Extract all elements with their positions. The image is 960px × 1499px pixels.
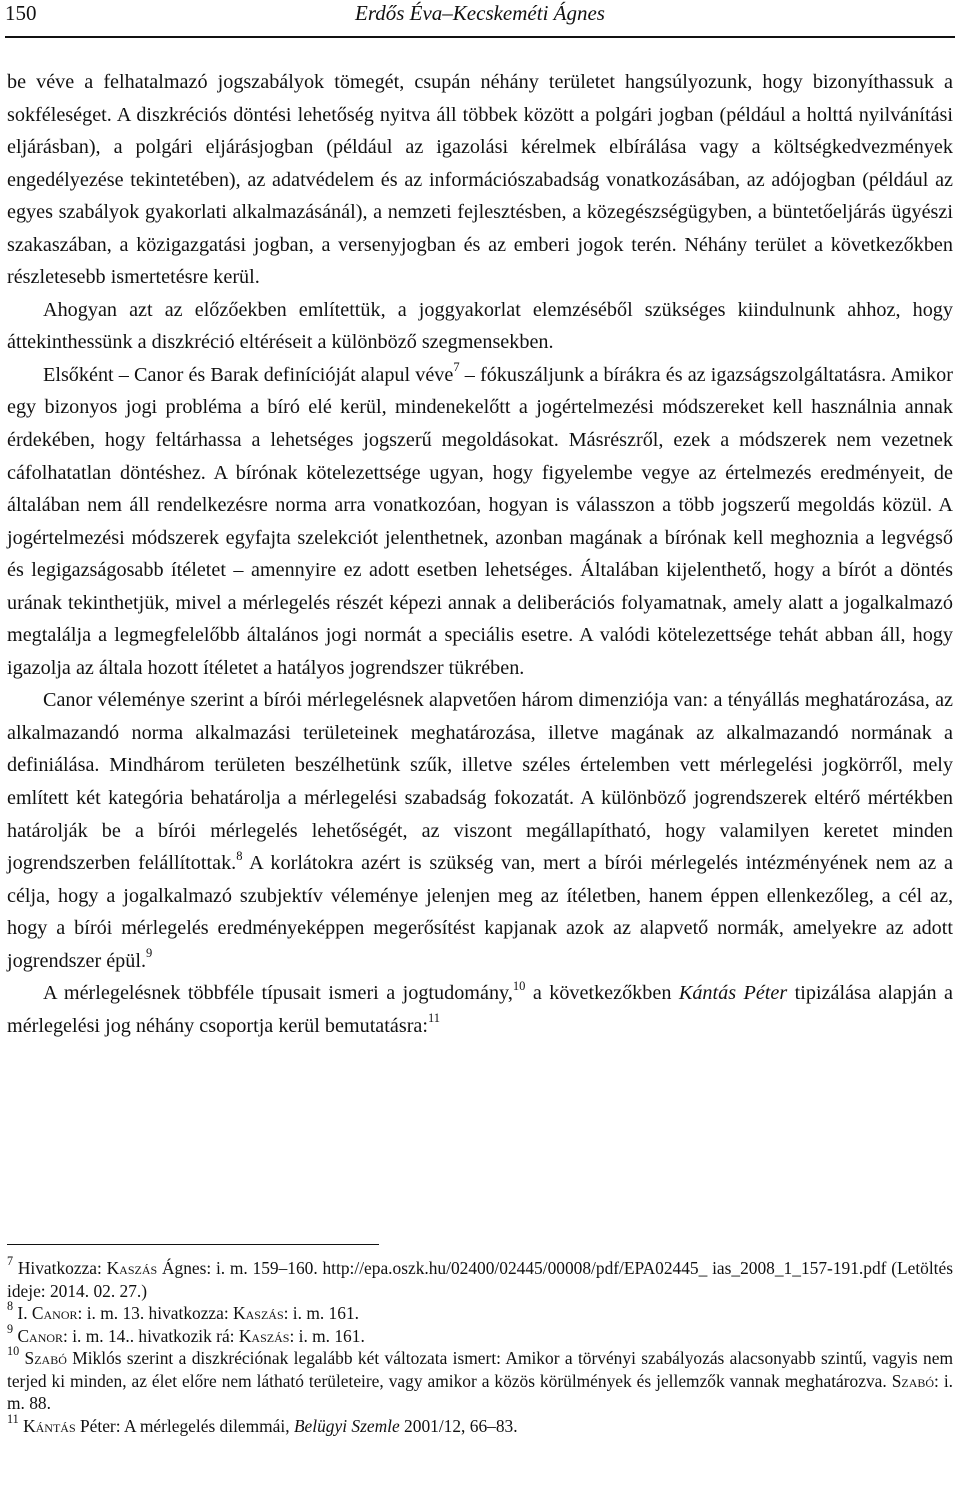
paragraph-text: be véve a felhatalmazó jogszabályok tömegét, csupán néhány területet hangsúlyozunk, hogy bizonyíthassuk a sokféleséget. A diszkréciós döntési lehetőség nyitva áll többek között a polgári jogban (például a holttá nyilvánítási eljárásban), a polgári eljárásjogban (például az igazolási kérelmek elbírálása vagy a költségkedvezmények engedélyezése tekintetében), az adatvédelem és az információszabadság vonatkozásában, az adójogban (például az egyes szabályok gyakorlati alkalmazásánál), a nemzeti fejlesztésben, a közegészségügyben, a büntetőeljárás ügyészi szakaszában, a közigazgatási jogban, a versenyjogban és az emberi jogok terén. Néhány terület a következőkben részletesebb ismertetésre kerül. <box>7 71 953 289</box>
paragraph-text: A korlátokra azért is szükség van, mert a bírói mérlegelés intézményének nem az a célja, hogy a jogalkalmazó szubjektív véleménye jelenjen meg az ítéletben, hanem éppen ellenkezőleg, a cél az, hogy a bírói mérlegelés eredményeképpen megerősítést kapjanak azok az alapvető normák, amelyekre az adott jogrendszer épül. <box>7 852 954 972</box>
footnote-8 <box>7 1299 953 1325</box>
footnote-number: 7 <box>7 1254 14 1269</box>
author-name: Kaszás <box>106 1258 158 1278</box>
footnote-text: I. <box>13 1303 32 1323</box>
paragraph-text: Canor véleménye szerint a bírói mérlegelésnek alapvetően három dimenziója van: a tényállás meghatározása, az alkalmazandó norma alkalmazási területeinek meghatározása, illetve magának az alkalmazandó normának a definiálása. Mindhárom területen beszélhetünk szűk, illetve széles értelemben vett mérlegelési jogkörről, mely említett két kategória behatárolja a mérlegelési szabadság fokozatát. A különböző jogrendszerek eltérő mértékben határolják be a bírói mérlegelés lehetőségét, az viszont megállapítható, hogy valamilyen keretet minden jogrendszerben felállítottak. <box>7 689 953 875</box>
footnote-11 <box>7 1411 953 1438</box>
footnote-9 <box>7 1321 953 1348</box>
author-name: Kaszás <box>238 1325 290 1346</box>
header-rule <box>5 36 955 38</box>
footnotes <box>7 1254 954 1437</box>
footnote-rule <box>7 1244 379 1245</box>
footnote-ref[interactable]: 8 <box>236 848 243 863</box>
paragraph-text: tipizálása alapján a mérlegelési jog néhány csoportja kerül bemutatásra: <box>7 982 953 1037</box>
footnote-text: 2001/12, 66–83. <box>399 1415 518 1436</box>
footnote-text: : i. m. 88. <box>7 1370 954 1413</box>
footnote-number: 10 <box>7 1344 20 1359</box>
page-number: 150 <box>5 1 37 25</box>
footnote-text: Miklós szerint a diszkréciónak legalább két változata ismert: Amikor a törvényi szabályozás alacsonyabb szintű, vagyis nem terjed ki minden, az élet előre nem látható területeire, vagy amikor a közös körülmények és jellemzők vannak meghatározva. <box>7 1348 953 1391</box>
paragraph <box>7 684 953 977</box>
footnote-number: 8 <box>7 1299 14 1314</box>
footnote-text: : i. m. 14.. hivatkozik rá: <box>63 1325 239 1346</box>
footnote-ref[interactable]: 10 <box>512 978 526 993</box>
footnote-number: 9 <box>7 1321 14 1336</box>
paragraph-text: a következőkben <box>525 982 679 1005</box>
author-name: Kaszás <box>233 1303 284 1323</box>
paragraph-text: Ahogyan azt az előzőekben említettük, a joggyakorlat elemzéséből szükséges kiindulnunk ahhoz, hogy áttekinthessünk a diszkréció eltéréseit a különböző szegmensekben. <box>7 298 953 354</box>
footnote-text: Ágnes: i. m. 159–160. http://epa.oszk.hu/02400/02445/00008/pdf/EPA02445_ ias_2008_1_157-191.pdf (Letöltés ideje: 2014. 02. 27.) <box>7 1258 954 1301</box>
author-name: Szabó <box>891 1370 935 1391</box>
footnote-7 <box>7 1254 954 1302</box>
author-name: Szabó <box>24 1348 67 1368</box>
running-title: Erdős Éva–Kecskeméti Ágnes <box>355 1 605 25</box>
page-header <box>5 0 955 40</box>
paragraph <box>7 977 953 1042</box>
paragraph-text: A mérlegelésnek többféle típusait ismeri a jogtudomány, <box>43 982 513 1005</box>
footnote-ref[interactable]: 9 <box>146 946 153 961</box>
journal-title: Belügyi Szemle <box>293 1415 400 1436</box>
footnote-text: : i. m. 13. hivatkozza: <box>77 1303 234 1323</box>
footnote-text: : i. m. 161. <box>283 1303 359 1323</box>
footnote-10 <box>7 1344 954 1415</box>
paragraph <box>7 294 953 359</box>
author-name: Canor <box>17 1325 64 1346</box>
footnote-ref[interactable]: 7 <box>453 360 460 375</box>
paragraph-text: Elsőként – Canor és Barak definícióját alapul véve <box>43 363 454 386</box>
author-name: Kántás Péter <box>678 982 788 1005</box>
footnote-number: 11 <box>7 1411 19 1426</box>
footnote-text: Hivatkozza: <box>13 1258 107 1278</box>
author-name: Kántás <box>23 1415 76 1436</box>
paragraph <box>7 359 953 684</box>
footnote-text: Péter: A mérlegelés dilemmái, <box>75 1415 294 1436</box>
main-text <box>7 66 953 1042</box>
footnote-ref[interactable]: 11 <box>427 1011 441 1026</box>
paragraph-text: – fókuszáljunk a bírákra és az igazságszolgáltatásra. Amikor egy bizonyos jogi probléma a bíró elé kerül, mindenekelőtt a jogértelmezési módszereket kell használnia annak érdekében, hogy feltárhassa a lehetséges jogszerű megoldásokat. Másrészről, ezek a módszerek nem vezetnek cáfolhatatlan döntéshez. A bírónak kötelezettsége ugyan, hogy figyelembe vegye az értelmezés eredményeit, de általában nem áll rendelkezésre norma arra vonatkozóan, hogyan is válasszon a több jogszerű megoldás közül. A jogértelmezési módszerek egyfajta szelekciót jelenthetnek, azonban magának a bírónak kell meghoznia a legvégső és legigazságosabb ítéletet – amennyire ez adott esetben lehetséges. Általában kijelenthető, hogy a bírót a döntés urának tekinthetjük, mivel a mérlegelés részét képezi annak a deliberációs folyamatnak, amely alatt a jogalkalmazó megtalálja a legmegfelelőbb általános jogi normát a speciális esetre. A valódi kötelezettsége tehát abban áll, hogy igazolja az általa hozott ítéletet a hatályos jogrendszer tükrében. <box>7 363 953 679</box>
footnote-text: : i. m. 161. <box>289 1325 365 1346</box>
author-name: Canor <box>31 1303 78 1323</box>
paragraph <box>7 66 953 294</box>
